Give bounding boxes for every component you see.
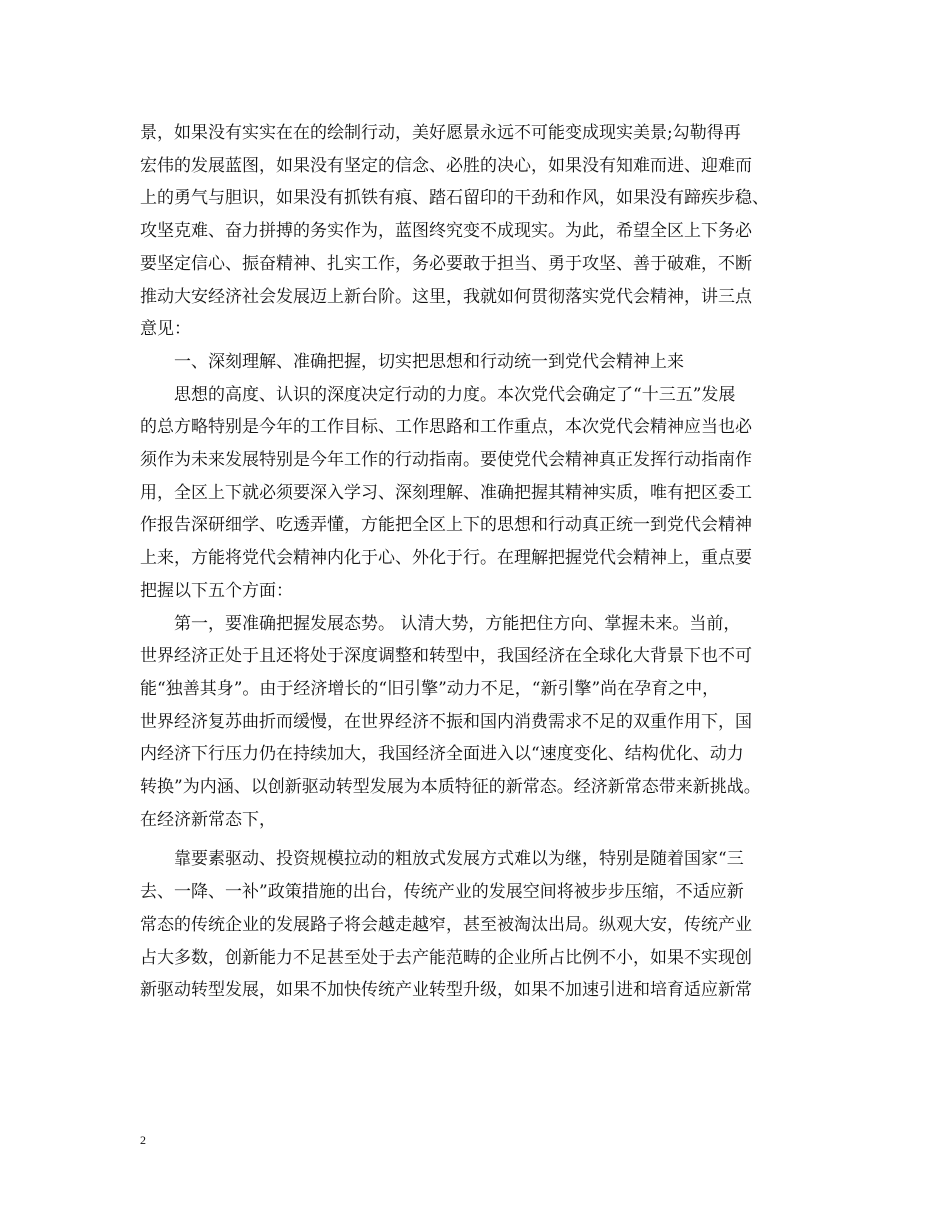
text-line: 用，全区上下就必须要深入学习、深刻理解、准确把握其精神实质，唯有把区委工 <box>140 482 752 503</box>
text-line: 第一，要准确把握发展态势。 认清大势，方能把住方向、掌握未来。当前， <box>174 613 741 634</box>
text-line: 攻坚克难、奋力拼搏的务实作为，蓝图终究变不成现实。为此，希望全区上下务必 <box>140 221 752 242</box>
text-line: 作报告深研细学、吃透弄懂，方能把全区上下的思想和行动真正统一到党代会精神 <box>140 515 752 536</box>
text-line: 思想的高度、认识的深度决定行动的力度。本次党代会确定了“十三五”发展 <box>174 384 736 405</box>
text-line: 内经济下行压力仍在持续加大，我国经济全面进入以“速度变化、结构优化、动力 <box>140 744 744 765</box>
text-line: 常态的传统企业的发展路子将会越走越窄，甚至被淘汰出局。纵观大安，传统产业 <box>140 914 752 935</box>
text-line: 靠要素驱动、投资规模拉动的粗放式发展方式难以为继，特别是随着国家“三 <box>174 849 744 870</box>
text-line: 的总方略特别是今年的工作目标、工作思路和工作重点，本次党代会精神应当也必 <box>140 417 752 438</box>
text-line: 去、一降、一补”政策措施的出台，传统产业的发展空间将被步步压缩，不适应新 <box>140 882 744 903</box>
text-line: 占大多数，创新能力不足甚至处于去产能范畴的企业所占比例不小，如果不实现创 <box>140 947 752 968</box>
text-line: 意见： <box>140 319 191 340</box>
text-line: 世界经济复苏曲折而缓慢，在世界经济不振和国内消费需求不足的双重作用下，国 <box>140 711 752 732</box>
text-line: 把握以下五个方面： <box>140 580 293 601</box>
text-line: 宏伟的发展蓝图，如果没有坚定的信念、必胜的决心，如果没有知难而进、迎难而 <box>140 155 752 176</box>
section-heading: 一、深刻理解、准确把握，切实把思想和行动统一到党代会精神上来 <box>174 351 684 372</box>
text-line: 推动大安经济社会发展迈上新台阶。这里，我就如何贯彻落实党代会精神，讲三点 <box>140 286 752 307</box>
text-line: 新驱动转型发展，如果不加快传统产业转型升级，如果不加速引进和培育适应新常 <box>140 980 752 1001</box>
text-line: 上来，方能将党代会精神内化于心、外化于行。在理解把握党代会精神上，重点要 <box>140 548 752 569</box>
text-line: 能“独善其身”。由于经济增长的“旧引擎”动力不足，“新引擎”尚在孕育之中， <box>140 678 720 699</box>
text-line: 世界经济正处于且还将处于深度调整和转型中，我国经济在全球化大背景下也不可 <box>140 646 752 667</box>
text-line: 须作为未来发展特别是今年工作的行动指南。要使党代会精神真正发挥行动指南作 <box>140 450 752 471</box>
text-line: 转换”为内涵、以创新驱动转型发展为本质特征的新常态。经济新常态带来新挑战。 <box>140 777 761 798</box>
text-line: 上的勇气与胆识，如果没有抓铁有痕、踏石留印的干劲和作风，如果没有蹄疾步稳、 <box>140 188 769 209</box>
body-text <box>140 117 840 1007</box>
page-number: 2 <box>140 1133 146 1147</box>
text-line: 在经济新常态下， <box>140 809 276 830</box>
text-line: 要坚定信心、振奋精神、扎实工作，务必要敢于担当、勇于攻坚、善于破难，不断 <box>140 253 752 274</box>
text-line: 景，如果没有实实在在的绘制行动，美好愿景永远不可能变成现实美景;勾勒得再 <box>140 123 741 143</box>
